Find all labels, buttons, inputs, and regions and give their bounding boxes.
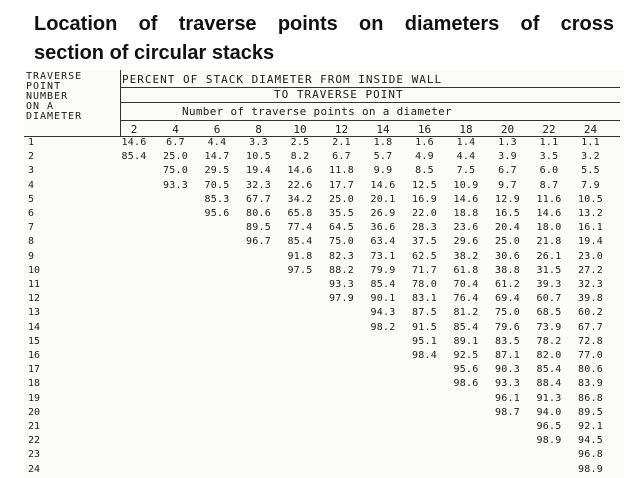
table-cell: 80.6 bbox=[578, 364, 603, 376]
table-cell: 88.2 bbox=[329, 264, 354, 276]
row-number-label: 5 bbox=[28, 193, 35, 205]
table-cell: 97.5 bbox=[287, 264, 313, 276]
table-cell: 36.6 bbox=[370, 222, 396, 234]
table-cell: 5.5 bbox=[581, 165, 600, 177]
table-cell: 85.3 bbox=[204, 193, 230, 205]
header-percent-of-diameter: PERCENT OF STACK DIAMETER FROM INSIDE WALL bbox=[122, 73, 443, 86]
row-number-label: 20 bbox=[28, 406, 41, 418]
row-number-label: 23 bbox=[28, 449, 41, 461]
table-cell: 91.8 bbox=[287, 250, 313, 262]
table-cell: 1.8 bbox=[373, 137, 393, 148]
table-cell: 98.9 bbox=[578, 463, 603, 475]
table-cell: 28.3 bbox=[412, 222, 437, 234]
table-cell: 96.1 bbox=[495, 392, 520, 404]
corner-header-line: POINT bbox=[26, 81, 62, 92]
table-cell: 6.7 bbox=[332, 151, 351, 163]
table-cell: 73.1 bbox=[370, 250, 396, 262]
table-cell: 1.6 bbox=[415, 137, 434, 148]
column-header: 12 bbox=[334, 123, 349, 136]
row-number-label: 16 bbox=[28, 350, 41, 361]
column-header: 24 bbox=[583, 123, 598, 136]
row-number-label: 19 bbox=[28, 392, 41, 404]
table-cell: 6.0 bbox=[539, 165, 559, 177]
table-cell: 87.5 bbox=[412, 307, 437, 319]
corner-header bbox=[26, 72, 82, 122]
table-cell: 10.5 bbox=[578, 193, 603, 205]
slide-title bbox=[34, 10, 614, 68]
table-cell: 80.6 bbox=[246, 208, 271, 219]
table-cell: 4.4 bbox=[456, 151, 476, 163]
slide-title-line-1: Location of traverse points on diameters of cross bbox=[34, 13, 614, 35]
corner-header-line: ON A bbox=[26, 101, 55, 112]
table-cell: 92.1 bbox=[578, 421, 603, 432]
table-cell: 14.6 bbox=[536, 208, 562, 219]
table-cell: 39.8 bbox=[578, 293, 603, 305]
table-cell: 93.3 bbox=[329, 279, 354, 290]
table-cell: 71.7 bbox=[412, 264, 437, 276]
column-header: 18 bbox=[459, 123, 473, 136]
row-number-label: 18 bbox=[28, 378, 41, 390]
table-cell: 90.3 bbox=[495, 364, 520, 376]
table-cell: 95.1 bbox=[412, 335, 437, 347]
column-header: 20 bbox=[500, 123, 515, 136]
row-number-label: 3 bbox=[28, 165, 35, 177]
table-cell: 97.9 bbox=[329, 293, 354, 305]
table-cell: 75.0 bbox=[329, 236, 354, 248]
table-cell: 4.4 bbox=[207, 137, 227, 148]
table-cell: 75.0 bbox=[495, 307, 520, 319]
table-cell: 76.4 bbox=[453, 293, 479, 305]
table-cell: 85.4 bbox=[121, 151, 147, 163]
table-cell: 83.1 bbox=[412, 293, 437, 305]
table-cell: 18.0 bbox=[536, 222, 562, 234]
header-rule-2 bbox=[120, 102, 620, 103]
row-number-label: 9 bbox=[28, 250, 35, 262]
table-cell: 70.4 bbox=[453, 279, 479, 290]
table-cell: 82.3 bbox=[329, 250, 354, 262]
table-cell: 38.8 bbox=[495, 264, 520, 276]
table-cell: 10.9 bbox=[453, 179, 479, 191]
table-cell: 69.4 bbox=[495, 293, 520, 305]
table-cell: 90.1 bbox=[370, 293, 396, 305]
table-cell: 9.9 bbox=[373, 165, 393, 177]
table-cell: 32.3 bbox=[578, 279, 603, 290]
table-cell: 82.0 bbox=[536, 350, 562, 361]
table-cell: 95.6 bbox=[453, 364, 479, 376]
table-cell: 5.7 bbox=[373, 151, 393, 163]
table-cell: 16.9 bbox=[412, 193, 437, 205]
table-cell: 14.7 bbox=[204, 151, 230, 163]
table-cell: 9.7 bbox=[498, 179, 517, 191]
row-number-label: 8 bbox=[28, 236, 35, 248]
table-cell: 12.9 bbox=[495, 193, 520, 205]
table-cell: 14.6 bbox=[287, 165, 313, 177]
corner-header-line: TRAVERSE bbox=[26, 71, 83, 82]
table-cell: 26.1 bbox=[536, 250, 562, 262]
table-cell: 72.8 bbox=[578, 335, 603, 347]
table-cell: 11.6 bbox=[536, 193, 562, 205]
table-cell: 22.6 bbox=[287, 179, 313, 191]
table-cell: 95.6 bbox=[204, 208, 230, 219]
table-cell: 35.5 bbox=[329, 208, 354, 219]
column-header: 16 bbox=[417, 123, 432, 136]
table-cell: 14.6 bbox=[121, 137, 147, 148]
table-cell: 27.2 bbox=[578, 264, 603, 276]
table-cell: 87.1 bbox=[495, 350, 520, 361]
table-cell: 91.5 bbox=[412, 321, 437, 333]
table-cell: 81.2 bbox=[453, 307, 479, 319]
table-cell: 61.8 bbox=[453, 264, 479, 276]
column-header: 4 bbox=[172, 123, 179, 136]
corner-header-line: NUMBER bbox=[26, 91, 69, 102]
table-cell: 22.0 bbox=[412, 208, 437, 219]
column-header: 10 bbox=[293, 123, 307, 136]
table-cell: 4.9 bbox=[415, 151, 434, 163]
table-cell: 85.4 bbox=[536, 364, 562, 376]
table-cell: 12.5 bbox=[412, 179, 437, 191]
header-rule-3 bbox=[120, 120, 620, 121]
table-cell: 93.3 bbox=[163, 179, 188, 191]
traverse-points-table-scan bbox=[24, 70, 624, 478]
table-cell: 78.2 bbox=[536, 335, 562, 347]
row-number-label: 4 bbox=[28, 179, 35, 191]
table-cell: 21.8 bbox=[536, 236, 562, 248]
table-cell: 85.4 bbox=[370, 279, 396, 290]
table-cell: 3.9 bbox=[498, 151, 517, 163]
row-number-label: 22 bbox=[28, 435, 41, 447]
table-cell: 3.3 bbox=[249, 137, 268, 148]
column-header: 8 bbox=[255, 123, 262, 136]
row-number-label: 6 bbox=[28, 208, 35, 219]
row-number-label: 7 bbox=[28, 222, 35, 234]
table-cell: 83.9 bbox=[578, 378, 603, 390]
table-cell: 67.7 bbox=[578, 321, 603, 333]
table-cell: 89.5 bbox=[246, 222, 271, 234]
table-cell: 2.1 bbox=[332, 137, 351, 148]
table-cell: 39.3 bbox=[536, 279, 562, 290]
row-number-label: 13 bbox=[28, 307, 41, 319]
row-number-label: 1 bbox=[28, 137, 35, 148]
table-cell: 85.4 bbox=[287, 236, 313, 248]
table-cell: 29.5 bbox=[204, 165, 230, 177]
row-number-label: 17 bbox=[28, 364, 41, 376]
table-cell: 16.5 bbox=[495, 208, 520, 219]
table-cell: 1.1 bbox=[539, 137, 559, 148]
table-cell: 14.6 bbox=[370, 179, 396, 191]
table-cell: 83.5 bbox=[495, 335, 520, 347]
corner-header-line: DIAMETER bbox=[26, 111, 83, 122]
table-cell: 37.5 bbox=[412, 236, 437, 248]
table-cell: 92.5 bbox=[453, 350, 479, 361]
table-cell: 89.1 bbox=[453, 335, 479, 347]
row-number-label: 11 bbox=[28, 279, 41, 290]
table-cell: 8.2 bbox=[290, 151, 310, 163]
table-cell: 98.2 bbox=[370, 321, 396, 333]
table-cell: 98.4 bbox=[412, 350, 437, 361]
table-cell: 6.7 bbox=[498, 165, 517, 177]
table-cell: 86.8 bbox=[578, 392, 603, 404]
table-cell: 13.2 bbox=[578, 208, 603, 219]
column-header: 6 bbox=[213, 123, 221, 136]
row-number-label: 21 bbox=[28, 421, 41, 432]
table-cell: 20.1 bbox=[370, 193, 396, 205]
table-cell: 62.5 bbox=[412, 250, 437, 262]
table-cell: 96.8 bbox=[578, 449, 603, 461]
table-cell: 26.9 bbox=[370, 208, 396, 219]
table-cell: 25.0 bbox=[329, 193, 354, 205]
table-cell: 89.5 bbox=[578, 406, 603, 418]
table-cell: 67.7 bbox=[246, 193, 271, 205]
table-cell: 68.5 bbox=[536, 307, 562, 319]
table-cell: 96.7 bbox=[246, 236, 271, 248]
table-cell: 29.6 bbox=[453, 236, 479, 248]
table-cell: 98.6 bbox=[453, 378, 479, 390]
table-cell: 31.5 bbox=[536, 264, 562, 276]
slide-title-line-2: section of circular stacks bbox=[34, 42, 275, 64]
table-cell: 91.3 bbox=[536, 392, 562, 404]
table-cell: 78.0 bbox=[412, 279, 437, 290]
table-cell: 7.5 bbox=[456, 165, 476, 177]
header-rule-1 bbox=[120, 87, 620, 88]
table-cell: 3.2 bbox=[581, 151, 600, 163]
table-cell: 64.5 bbox=[329, 222, 354, 234]
table-cell: 77.4 bbox=[287, 222, 313, 234]
table-cell: 25.0 bbox=[495, 236, 520, 248]
table-cell: 75.0 bbox=[163, 165, 188, 177]
table-cell: 3.5 bbox=[539, 151, 559, 163]
table-cell: 60.7 bbox=[536, 293, 562, 305]
column-header: 14 bbox=[376, 123, 390, 136]
table-cell: 19.4 bbox=[578, 236, 603, 248]
table-cell: 11.8 bbox=[329, 165, 354, 177]
table-cell: 25.0 bbox=[163, 151, 188, 163]
table-cell: 98.9 bbox=[536, 435, 562, 447]
table-cell: 1.3 bbox=[498, 137, 517, 148]
table-cell: 65.8 bbox=[287, 208, 313, 219]
table-cell: 7.9 bbox=[581, 179, 600, 191]
header-number-of-points: Number of traverse points on a diameter bbox=[182, 105, 452, 118]
table-cell: 70.5 bbox=[204, 179, 230, 191]
table-cell: 2.5 bbox=[290, 137, 310, 148]
table-cell: 94.5 bbox=[578, 435, 603, 447]
header-to-traverse-point: TO TRAVERSE POINT bbox=[274, 88, 404, 101]
table-cell: 10.5 bbox=[246, 151, 271, 163]
table-cell: 32.3 bbox=[246, 179, 271, 191]
table-cell: 73.9 bbox=[536, 321, 562, 333]
table-cell: 1.1 bbox=[581, 137, 600, 148]
table-cell: 94.3 bbox=[370, 307, 396, 319]
row-number-label: 12 bbox=[28, 293, 41, 305]
row-number-label: 24 bbox=[28, 463, 41, 475]
table-cell: 96.5 bbox=[536, 421, 562, 432]
row-number-label: 2 bbox=[28, 151, 35, 163]
table-cell: 20.4 bbox=[495, 222, 520, 234]
table-cell: 23.0 bbox=[578, 250, 603, 262]
table-cell: 38.2 bbox=[453, 250, 479, 262]
table-cell: 18.8 bbox=[453, 208, 479, 219]
table-cell: 79.6 bbox=[495, 321, 520, 333]
table-cell: 19.4 bbox=[246, 165, 271, 177]
table-cell: 34.2 bbox=[287, 193, 313, 205]
table-cell: 23.6 bbox=[453, 222, 479, 234]
table-cell: 94.0 bbox=[536, 406, 562, 418]
table-cell: 8.7 bbox=[539, 179, 559, 191]
table-cell: 93.3 bbox=[495, 378, 520, 390]
table-cell: 30.6 bbox=[495, 250, 520, 262]
row-number-label: 15 bbox=[28, 335, 41, 347]
table-cell: 6.7 bbox=[166, 137, 185, 148]
row-number-label: 10 bbox=[28, 264, 41, 276]
table-cell: 98.7 bbox=[495, 406, 520, 418]
table-cell: 8.5 bbox=[415, 165, 434, 177]
table-cell: 77.0 bbox=[578, 350, 603, 361]
table-cell: 85.4 bbox=[453, 321, 479, 333]
table-cell: 60.2 bbox=[578, 307, 603, 319]
column-header: 22 bbox=[542, 123, 556, 136]
table-cell: 88.4 bbox=[536, 378, 562, 390]
table-cell: 17.7 bbox=[329, 179, 354, 191]
table-cell: 63.4 bbox=[370, 236, 396, 248]
row-number-label: 14 bbox=[28, 321, 41, 333]
table-cell: 1.4 bbox=[456, 137, 476, 148]
table-cell: 14.6 bbox=[453, 193, 479, 205]
table-cell: 16.1 bbox=[578, 222, 603, 234]
table-cell: 61.2 bbox=[495, 279, 520, 290]
column-header: 2 bbox=[130, 123, 138, 136]
table-cell: 79.9 bbox=[370, 264, 396, 276]
